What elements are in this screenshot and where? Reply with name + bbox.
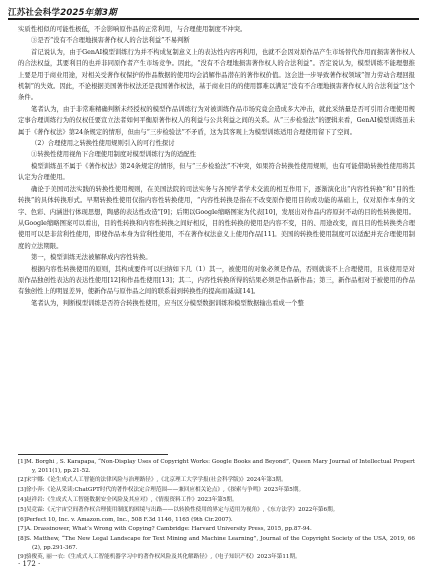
footnote: [18, 535, 415, 552]
footnote-number: [8]: [18, 536, 26, 543]
subheading: ①转换性使用视角下合理使用制度对模型训练行为的适配性: [31, 151, 196, 159]
issue-label: 2025年第3期: [60, 8, 117, 18]
paragraph: 笔者认为，判断模型训练是否符合转换性使用，应当区分模型数据训练和模型数据输出看成一个整: [31, 299, 304, 307]
footnote-text: A. Drassinower, What’s Wrong with Copying? Cambridge: Harvard University Press, 2015, pp.87-94.: [25, 526, 312, 533]
running-header: [8, 6, 419, 18]
footnote-number: [1]: [18, 459, 26, 465]
footnote: [18, 476, 415, 485]
footnote: [18, 553, 415, 562]
footnote: [18, 525, 415, 534]
footnote-text: M. Borghi , S. Karapapa, “Non-Display Uses of Copyright Works: Google Books and Beyond”, Queen Mary Journal of Intellectual Property, 2011(1), pp.21-52.: [25, 459, 415, 474]
paragraph: 实质性相似的可能性极低，不会影响原作品的正常利用，与合理使用制度不冲突。: [18, 26, 247, 33]
page-number: · 172 ·: [18, 560, 41, 568]
paragraph: 确论于美国司法实践的转换性使用规则，在美国法院的司法实务与各国学者学术交流的相互作用下，逐渐演化出“内容性转换”和“目的性转换”的具体转换形式。早期转换性使用仅指内容性转换使用，“内容性转换是指在不改变原作使用目的或功能的基础上，仅对原作本身的文字、色彩、内涵进行体现思想，陶感的表达性改造”[9]；后期以Google缩略图案为代表[10]，发展出对作品内容原封不动的目的性转换使用。从Google缩略图案可以看出，目的性转换和内容性转换之间好相反，目的性转换的使用是内容不变，目的、用途改变，而且目的性转换类合理使用可以是非营利性使用，即使作品本身为营利性使用，不在著作权法意义上使用作品[11]。美国的转换性使用制度可以适配并充合理使用制度的立法期限。: [18, 185, 415, 250]
paragraph: 第一，模型训练无法被解释成内容性转换。: [31, 254, 152, 262]
journal-name: 江苏社会科学: [8, 8, 61, 18]
footnote-text: S. Matthew, “The New Legal Landscape for Text Mining and Machine Learning”, Journal of the Copyright Society of the USA, 2019, 66(2), pp.291-367.: [25, 536, 415, 551]
footnote-number: [6]: [18, 516, 26, 523]
subheading: （2）合理使用之转换性使用规则引入的可行性探讨: [31, 140, 175, 148]
body-text: [18, 24, 415, 309]
footnote-text: Perfect 10, Inc. v. Amazon.com, Inc., 508 F.3d 1146, 1165 (9th Cir.2007).: [25, 516, 233, 523]
footnote: [18, 486, 415, 495]
footnote: [18, 458, 415, 475]
footnote-number: [5]: [18, 506, 26, 513]
paragraph: 笔者认为，由于非常难精确判断未经授权的模型作品训练行为对被训练作品市场究竟会造成多大冲击，就此采纳量是否可引用合理使用规定事合理训练行为的仅权任要宣立法者如何平衡原著作权人的利益与公共利益之间的关系。从“三步检验法”的逻辑来看，GenAI模型训练虽未属于《著作权法》第24条规定的情形，但由与“三步检验法”不矛盾，这为其客观上为模型训练适用合理使用留下了空间。: [18, 105, 415, 136]
footnote-text: 宋宇娜:《论生成式人工智能的法律风险与治理路径》,《北京理工大学学报(社会科学版)》2024年第3期。: [25, 477, 287, 484]
footnote: [18, 496, 415, 505]
footnote-text: 赵祥岩:《生成式人工智能数据安全风险及其应对》,《情报资料工作》2023年第5期。: [25, 496, 238, 503]
footnote-number: [7]: [18, 526, 26, 533]
footnote: [18, 506, 415, 515]
paragraph: 根据内容性转换使用的原则，其构成要件可以归纳如下几（1）其一，被使用的对象必须是作品，否则就谈不上合理使用，且该使用是对原作品独创性表达的表达性使用[12]和作品性使用[13]；其二，内容性转换所得的结果必须是作品新作品；第三，新作品相对于被使用的作品有独创性上的明显差异，使新作品与原作品之间的联系弱到转换性的提高而减弱[14]。: [18, 265, 415, 296]
footnote-text: 骆俊英, 丽一衣:《生成式人工智能机器学习中的著作权风险及其化解路径》,《电子知识产权》2023年第11期。: [25, 554, 301, 561]
header-rule: [8, 18, 419, 20]
paragraph: 首记说认为，由于GenAI模型训练行为并不构成复制意义上的表达性内容再利用，也就不会因对原作品产生市场替代作用而损害著作权人的合法权益，其要利目的也并非同原作者产生市场竞争。因此，“没有不合理地损害著作权人的合法利益”。否定说认为，模型训练不能理想推上要是用于商业用途，对相关受著作权保护的作品数据的使用均会消解作品潜在的著作权价值。这会进一步导致著作权领域“智力劳动合理回报机制”的失效。因此，不论根据美国著作权法还是我国著作权法，基于商业目的的使用都难以满足“没有不合理地损害著作权人的合法利益”这个条件。: [18, 48, 415, 102]
footnote-number: [2]: [18, 477, 26, 484]
footnote-number: [4]: [18, 496, 26, 503]
footnote-text: 吴竞霖:《元宇宙空间著作权合理使用制度的困境与出路——以转换性使用的界定与适用为视角》,《东方法学》2022年第6期。: [25, 506, 339, 513]
footnote-number: [3]: [18, 487, 26, 494]
paragraph: 模型训练虽不属于《著作权法》第24条规定的情形，但与“三步检验法”不冲突，如果符合转换性使用规则，也有可能借助转换性使用将其认定为合理使用。: [18, 162, 415, 182]
footnotes-divider: [18, 454, 168, 455]
footnote-text: 徐小奔:《论从采读:ChatGPT时代的著作权法定合理范围——兼回应相关论点》,《探索与争鸣》2023年第5期。: [25, 487, 305, 494]
footnote-number: [9]: [18, 554, 26, 561]
subheading: ③是否“没有不合理地损害著作权人的合法利益”不易判断: [31, 37, 190, 45]
footnotes: [18, 458, 415, 562]
footnote: [18, 516, 415, 525]
